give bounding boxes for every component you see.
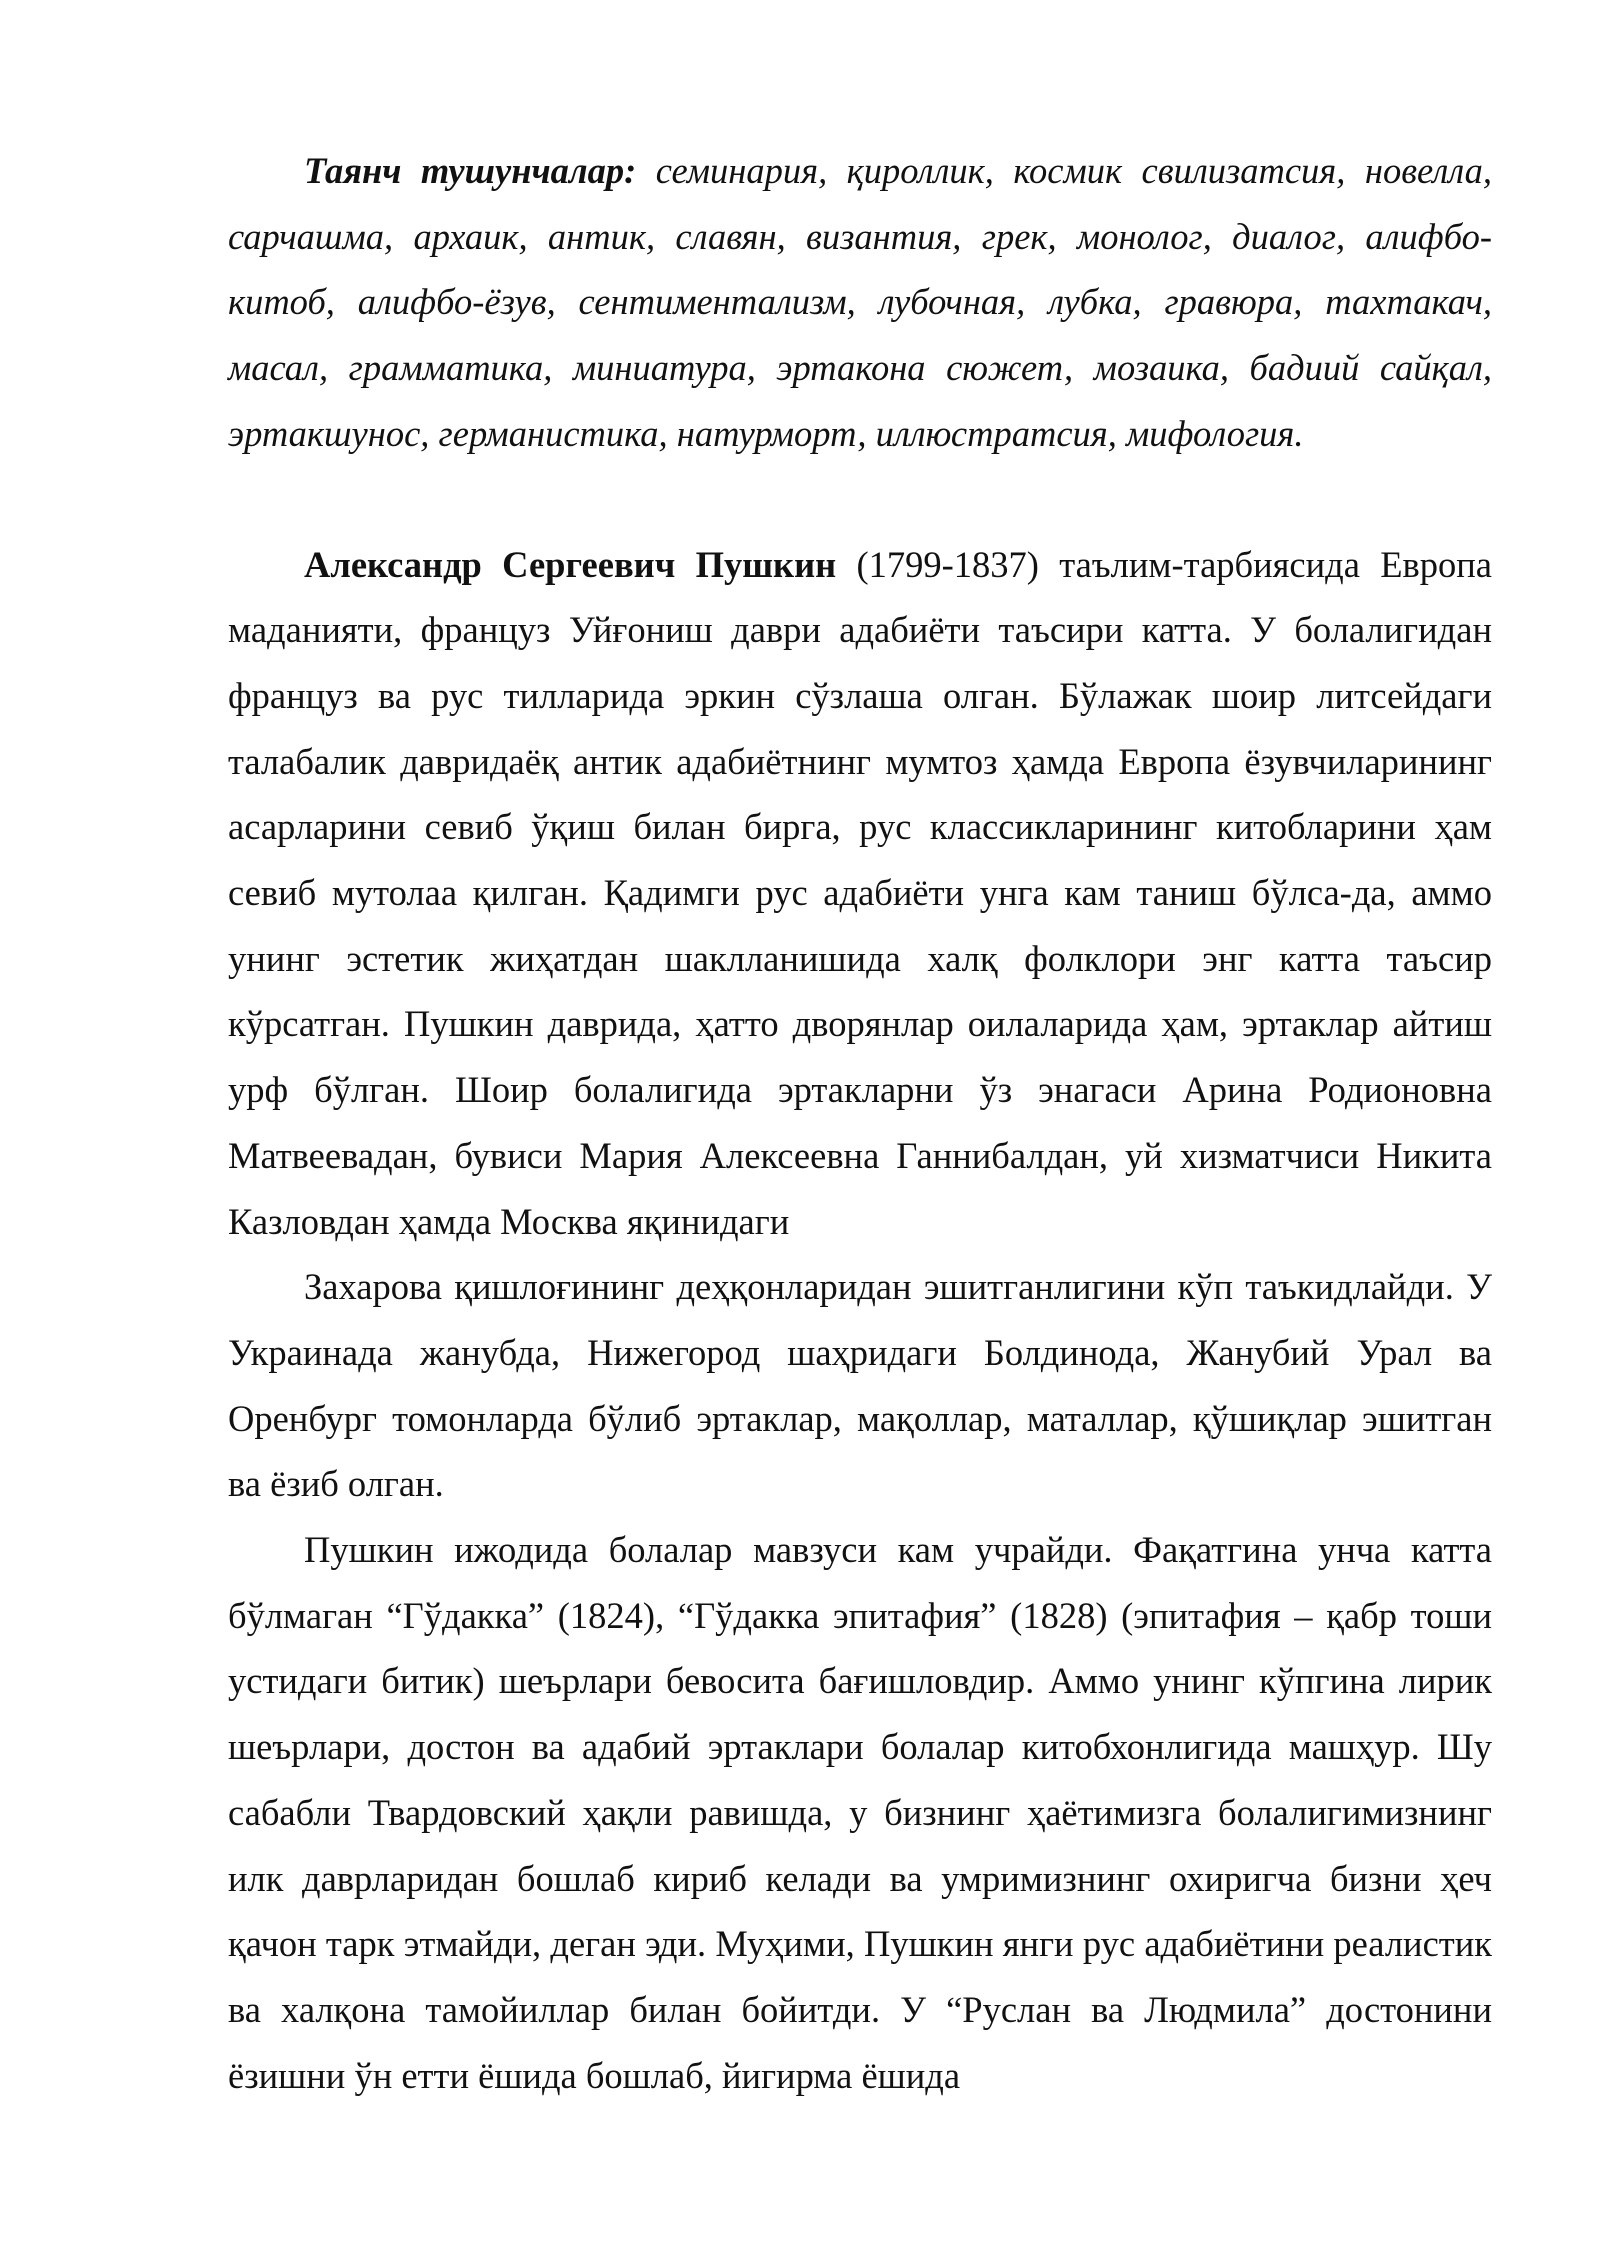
paragraph-zakharova-village: Захарова қишлоғининг деҳқонларидан эшитганлигини кўп таъкидлайди. У Украинада жанубда, Нижегород шаҳридаги Болдинода, Жанубий Урал ва Оренбург томонларда бўлиб эртаклар, мақоллар, маталлар, қўшиқлар эшитган ва ёзиб олган.	[228, 1266, 1492, 1505]
paragraph-children-theme: Пушкин ижодида болалар мавзуси кам учрайди. Фақатгина унча катта бўлмаган “Гўдакка” (1824), “Гўдакка эпитафия” (1828) (эпитафия – қабр тоши устидаги битик) шеърлари бевосита бағишловдир. Аммо унинг кўпгина лирик шеърлари, достон ва адабий эртаклари болалар китобхонлигида машҳур. Шу сабабли Твардовский ҳақли равишда, у бизнинг ҳаётимизга болалигимизнинг илк даврларидан бошлаб кириб келади ва умримизнинг охиригча бизни ҳеч қачон тарк этмайди, деган эди. Муҳими, Пушкин янги рус адабиётини реалистик ва халқона тамойиллар билан бойитди. У “Руслан ва Людмила” достонини ёзишни ўн етти ёшида бошлаб, йигирма ёшида	[228, 1529, 1492, 2096]
paragraph-text: (1799-1837) таълим-тарбиясида Европа маданияти, француз Уйғониш даври адабиёти таъсири катта. У болалигидан француз ва рус тилларида эркин сўзлаша олган. Бўлажак шоир литсейдаги талабалик давридаёқ антик адабиётнинг мумтоз ҳамда Европа ёзувчиларининг асарларини севиб ўқиш билан бирга, рус классикларининг китобларини ҳам севиб мутолаа қилган. Қадимги рус адабиёти унга кам таниш бўлса-да, аммо унинг эстетик жиҳатдан шаклланишида халқ фолклори энг катта таъсир кўрсатган. Пушкин даврида, ҳатто дворянлар оилаларида ҳам, эртаклар айтиш урф бўлган. Шоир болалигида эртакларни ўз энагаси Арина Родионовна Матвеевадан, бувиси Мария Алексеевна Ганнибалдан, уй хизматчиси Никита Казловдан ҳамда Москва яқинидаги	[228, 543, 1492, 1242]
page-content	[228, 138, 1492, 2108]
pushkin-name: Александр Сергеевич Пушкин	[304, 543, 837, 585]
keywords-list: семинария, қироллик, космик свилизатсия, новелла, сарчашма, архаик, антик, славян, византия, грек, монолог, диалог, алифбо-китоб, алифбо-ёзув, сентиментализм, лубочная, лубка, гравюра, тахтакач, масал, грамматика, миниатура, эртакона сюжет, мозаика, бадиий сайқал, эртакшунос, германистика, натурморт, иллюстратсия, мифология.	[228, 150, 1492, 454]
keywords-paragraph	[228, 138, 1492, 467]
paragraph-pushkin-education	[228, 532, 1492, 1255]
keywords-label: Таянч тушунчалар:	[304, 150, 637, 191]
